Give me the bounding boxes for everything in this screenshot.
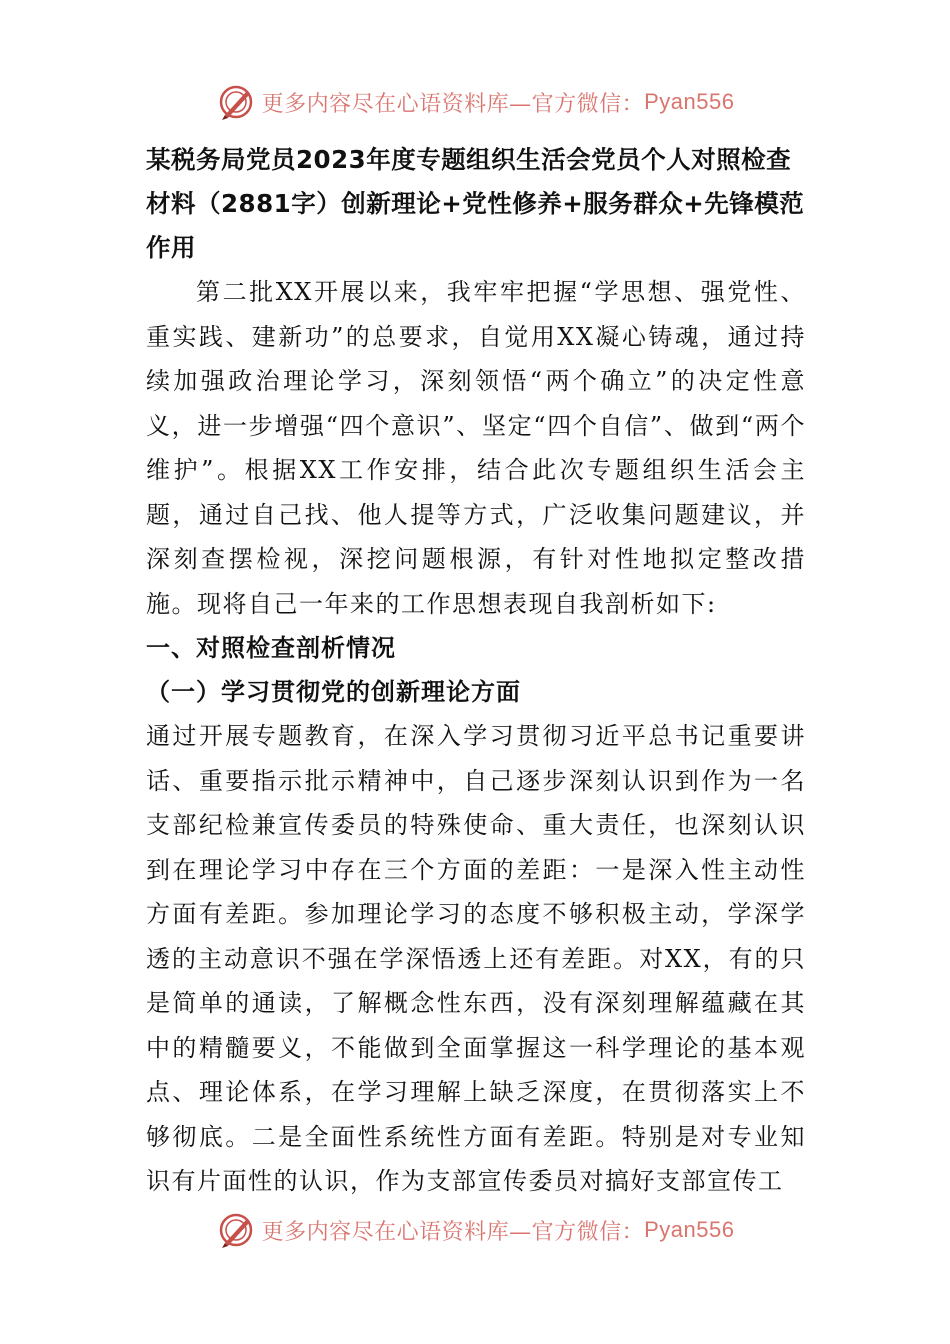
document-body [146,138,806,1204]
section-heading: 一、对照检查剖析情况 [146,634,396,662]
watermark-footer [0,1208,950,1252]
body-paragraph: 通过开展专题教育，在深入学习贯彻习近平总书记重要讲话、重要指示批示精神中，自己逐步深刻认识到作为一名支部纪检兼宣传委员的特殊使命、重大责任，也深刻认识到在理论学习中存在三个方面的差距：一是深入性主动性方面有差距。参加理论学习的态度不够积极主动，学深学透的主动意识不强在学深悟透上还有差距。对XX，有的只是简单的通读，了解概念性东西，没有深刻理解蕴藏在其中的精髓要义，不能做到全面掌握这一科学理论的基本观点、理论体系，在学习理解上缺乏深度，在贯彻落实上不够彻底。二是全面性系统性方面有差距。特别是对专业知识有片面性的认识，作为支部宣传委员对搞好支部宣传工 [146,722,806,1195]
pen-logo-icon [216,82,256,122]
subsection-heading: （一）学习贯彻党的创新理论方面 [146,678,521,706]
pen-logo-icon [216,1210,256,1250]
watermark-text: 更多内容尽在心语资料库—官方微信： [261,91,645,117]
watermark-header [0,80,950,124]
watermark-wechat-id: Pyan556 [644,89,735,114]
watermark-text: 更多内容尽在心语资料库—官方微信： [261,1219,645,1245]
watermark-wechat-id: Pyan556 [644,1217,735,1242]
document-title: 某税务局党员2023年度专题组织生活会党员个人对照检查材料（2881字）创新理论+党性修养+服务群众+先锋模范作用 [146,145,805,262]
intro-paragraph: 第二批XX开展以来，我牢牢把握“学思想、强党性、重实践、建新功”的总要求，自觉用XX凝心铸魂，通过持续加强政治理论学习，深刻领悟“两个确立”的决定性意义，进一步增强“四个意识”、坚定“四个自信”、做到“两个维护”。根据XX工作安排，结合此次专题组织生活会主题，通过自己找、他人提等方式，广泛收集问题建议，并深刻查摆检视，深挖问题根源，有针对性地拟定整改措施。现将自己一年来的工作思想表现自我剖析如下: [146,278,806,618]
